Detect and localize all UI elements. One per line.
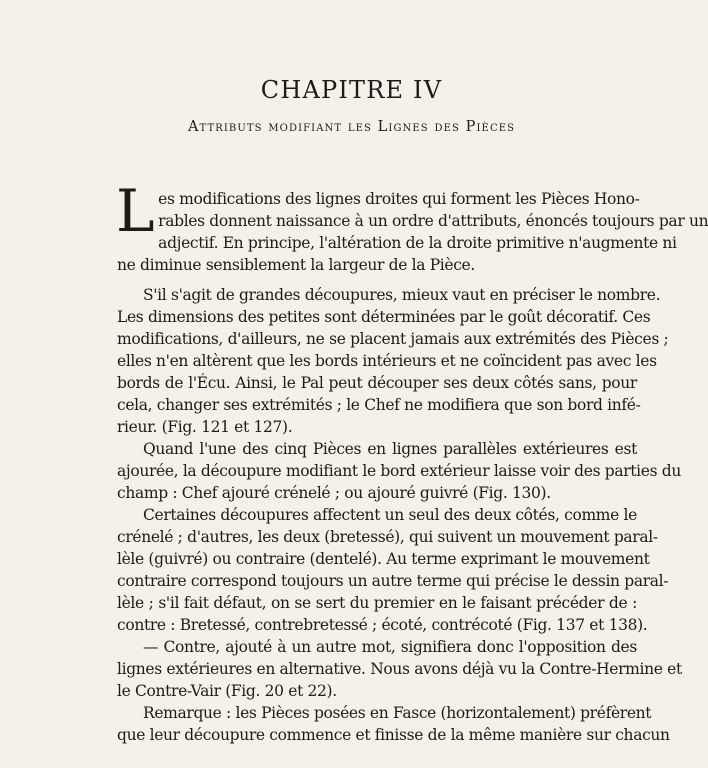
paragraph-1 [116, 177, 708, 276]
text-line: crénelé ; d'autres, les deux (bretessé), qui suivent un mouvement paral- [117, 528, 658, 546]
text-line: es modifications des lignes droites qui forment les Pièces Hono- [158, 190, 640, 208]
text-line: lèle ; s'il fait défaut, on se sert du premier en le faisant précéder de : [117, 594, 637, 612]
text-line: adjectif. En principe, l'altération de la droite primitive n'augmente ni [158, 234, 677, 252]
text-line: bords de l'Écu. Ainsi, le Pal peut découper ses deux côtés sans, pour [117, 374, 637, 392]
text-line: le Contre-Vair (Fig. 20 et 22). [117, 682, 337, 700]
text-line: lignes extérieures en alternative. Nous avons déjà vu la Contre-Hermine et [117, 660, 682, 678]
paragraph-3 [117, 438, 681, 504]
text-line: contre : Bretessé, contrebretessé ; écoté, contrécoté (Fig. 137 et 138). [117, 616, 648, 634]
text-line: Certaines découpures affectent un seul des deux côtés, comme le [143, 506, 637, 524]
text-line: Quand l'une des cinq Pièces en lignes parallèles extérieures est [143, 440, 637, 458]
text-line: modifications, d'ailleurs, ne se placent jamais aux extrémités des Pièces ; [117, 330, 669, 348]
chapter-subtitle: Attributs modifiant les Lignes des Pièces [187, 119, 516, 135]
body-text [116, 177, 708, 746]
text-line: ne diminue sensiblement la largeur de la Pièce. [117, 256, 475, 274]
text-line: elles n'en altèrent que les bords intérieurs et ne coïncident pas avec les [117, 352, 657, 370]
text-line: — Contre, ajouté à un autre mot, signifiera donc l'opposition des [143, 638, 637, 656]
text-line: Remarque : les Pièces posées en Fasce (horizontalement) préfèrent [143, 704, 652, 722]
text-line: champ : Chef ajouré crénelé ; ou ajouré guivré (Fig. 130). [117, 484, 551, 502]
text-line: que leur découpure commence et finisse de la même manière sur chacun [117, 726, 670, 744]
text-line: rieur. (Fig. 121 et 127). [117, 418, 293, 436]
text-line: contraire correspond toujours un autre terme qui précise le dessin paral- [117, 572, 669, 590]
paragraph-5 [117, 636, 682, 702]
paragraph-6 [117, 702, 670, 746]
text-line: ajourée, la découpure modifiant le bord extérieur laisse voir des parties du [117, 462, 681, 480]
text-line: lèle (guivré) ou contraire (dentelé). Au terme exprimant le mouvement [117, 550, 650, 568]
text-line: Les dimensions des petites sont déterminées par le goût décoratif. Ces [117, 308, 651, 326]
drop-cap: L [116, 177, 155, 245]
text-line: S'il s'agit de grandes découpures, mieux vaut en préciser le nombre. [143, 286, 661, 304]
paragraph-2 [117, 284, 669, 438]
paragraph-4 [117, 504, 669, 636]
text-line: cela, changer ses extrémités ; le Chef ne modifiera que son bord infé- [117, 396, 641, 414]
chapter-title: CHAPITRE IV [260, 76, 443, 104]
text-line: rables donnent naissance à un ordre d'attributs, énoncés toujours par un [158, 212, 708, 230]
